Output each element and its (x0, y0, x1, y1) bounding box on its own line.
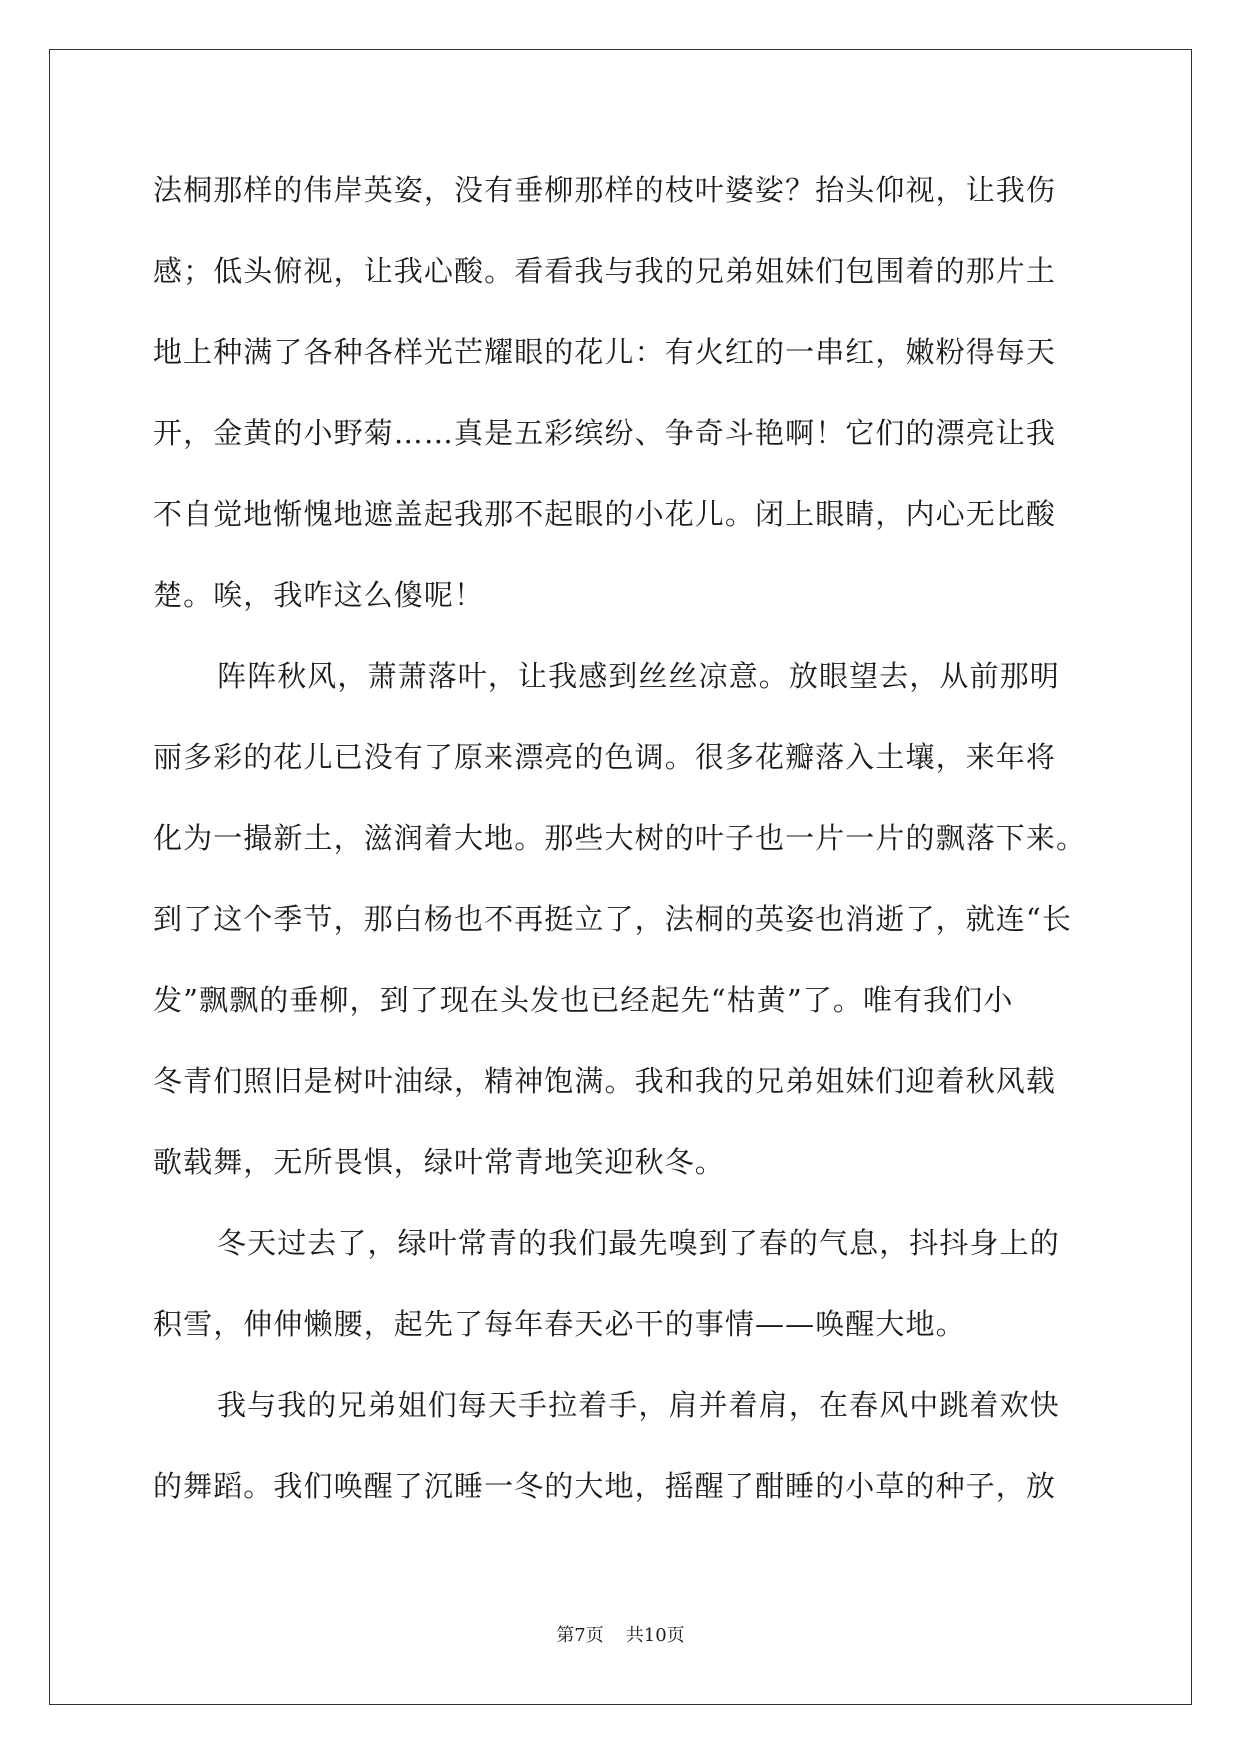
text-line: 地上种满了各种各样光芒耀眼的花儿：有火红的一串红，嫩粉得每天 (153, 335, 1057, 369)
text-line: 不自觉地惭愧地遮盖起我那不起眼的小花儿。闭上眼睛，内心无比酸 (153, 497, 1057, 531)
paragraph-start-line: 阵阵秋风，萧萧落叶，让我感到丝丝凉意。放眼望去，从前那明 (217, 659, 1060, 693)
text-line: 发”飘飘的垂柳，到了现在头发也已经起先“枯黄”了。唯有我们小 (153, 983, 1014, 1017)
paragraph-start-line: 我与我的兄弟姐们每天手拉着手，肩并着肩，在春风中跳着欢快 (217, 1388, 1060, 1422)
text-line: 歌载舞，无所畏惧，绿叶常青地笑迎秋冬。 (153, 1145, 725, 1179)
text-line: 冬青们照旧是树叶油绿，精神饱满。我和我的兄弟姐妹们迎着秋风载 (153, 1064, 1057, 1098)
text-line: 丽多彩的花儿已没有了原来漂亮的色调。很多花瓣落入土壤，来年将 (153, 740, 1057, 774)
document-body (153, 150, 1093, 1527)
text-line: 积雪，伸伸懒腰，起先了每年春天必干的事情——唤醒大地。 (153, 1307, 966, 1341)
text-line: 楚。唉，我咋这么傻呢！ (153, 578, 485, 612)
text-line: 开，金黄的小野菊……真是五彩缤纷、争奇斗艳啊！它们的漂亮让我 (153, 416, 1057, 450)
paragraph-start-line: 冬天过去了，绿叶常青的我们最先嗅到了春的气息，抖抖身上的 (217, 1226, 1060, 1260)
text-line: 到了这个季节，那白杨也不再挺立了，法桐的英姿也消逝了，就连“长 (153, 902, 1072, 936)
page-footer (0, 1624, 1241, 1648)
text-line: 的舞蹈。我们唤醒了沉睡一冬的大地，摇醒了酣睡的小草的种子，放 (153, 1469, 1057, 1503)
text-line: 化为一撮新土，滋润着大地。那些大树的叶子也一片一片的飘落下来。 (153, 821, 1087, 855)
text-line: 感；低头俯视，让我心酸。看看我与我的兄弟姐妹们包围着的那片土 (153, 254, 1057, 288)
text-line: 法桐那样的伟岸英姿，没有垂柳那样的枝叶婆娑？抬头仰视，让我伤 (153, 173, 1057, 207)
page-number-total: 共10页 (625, 1625, 685, 1646)
page-number-current: 第7页 (556, 1625, 604, 1646)
